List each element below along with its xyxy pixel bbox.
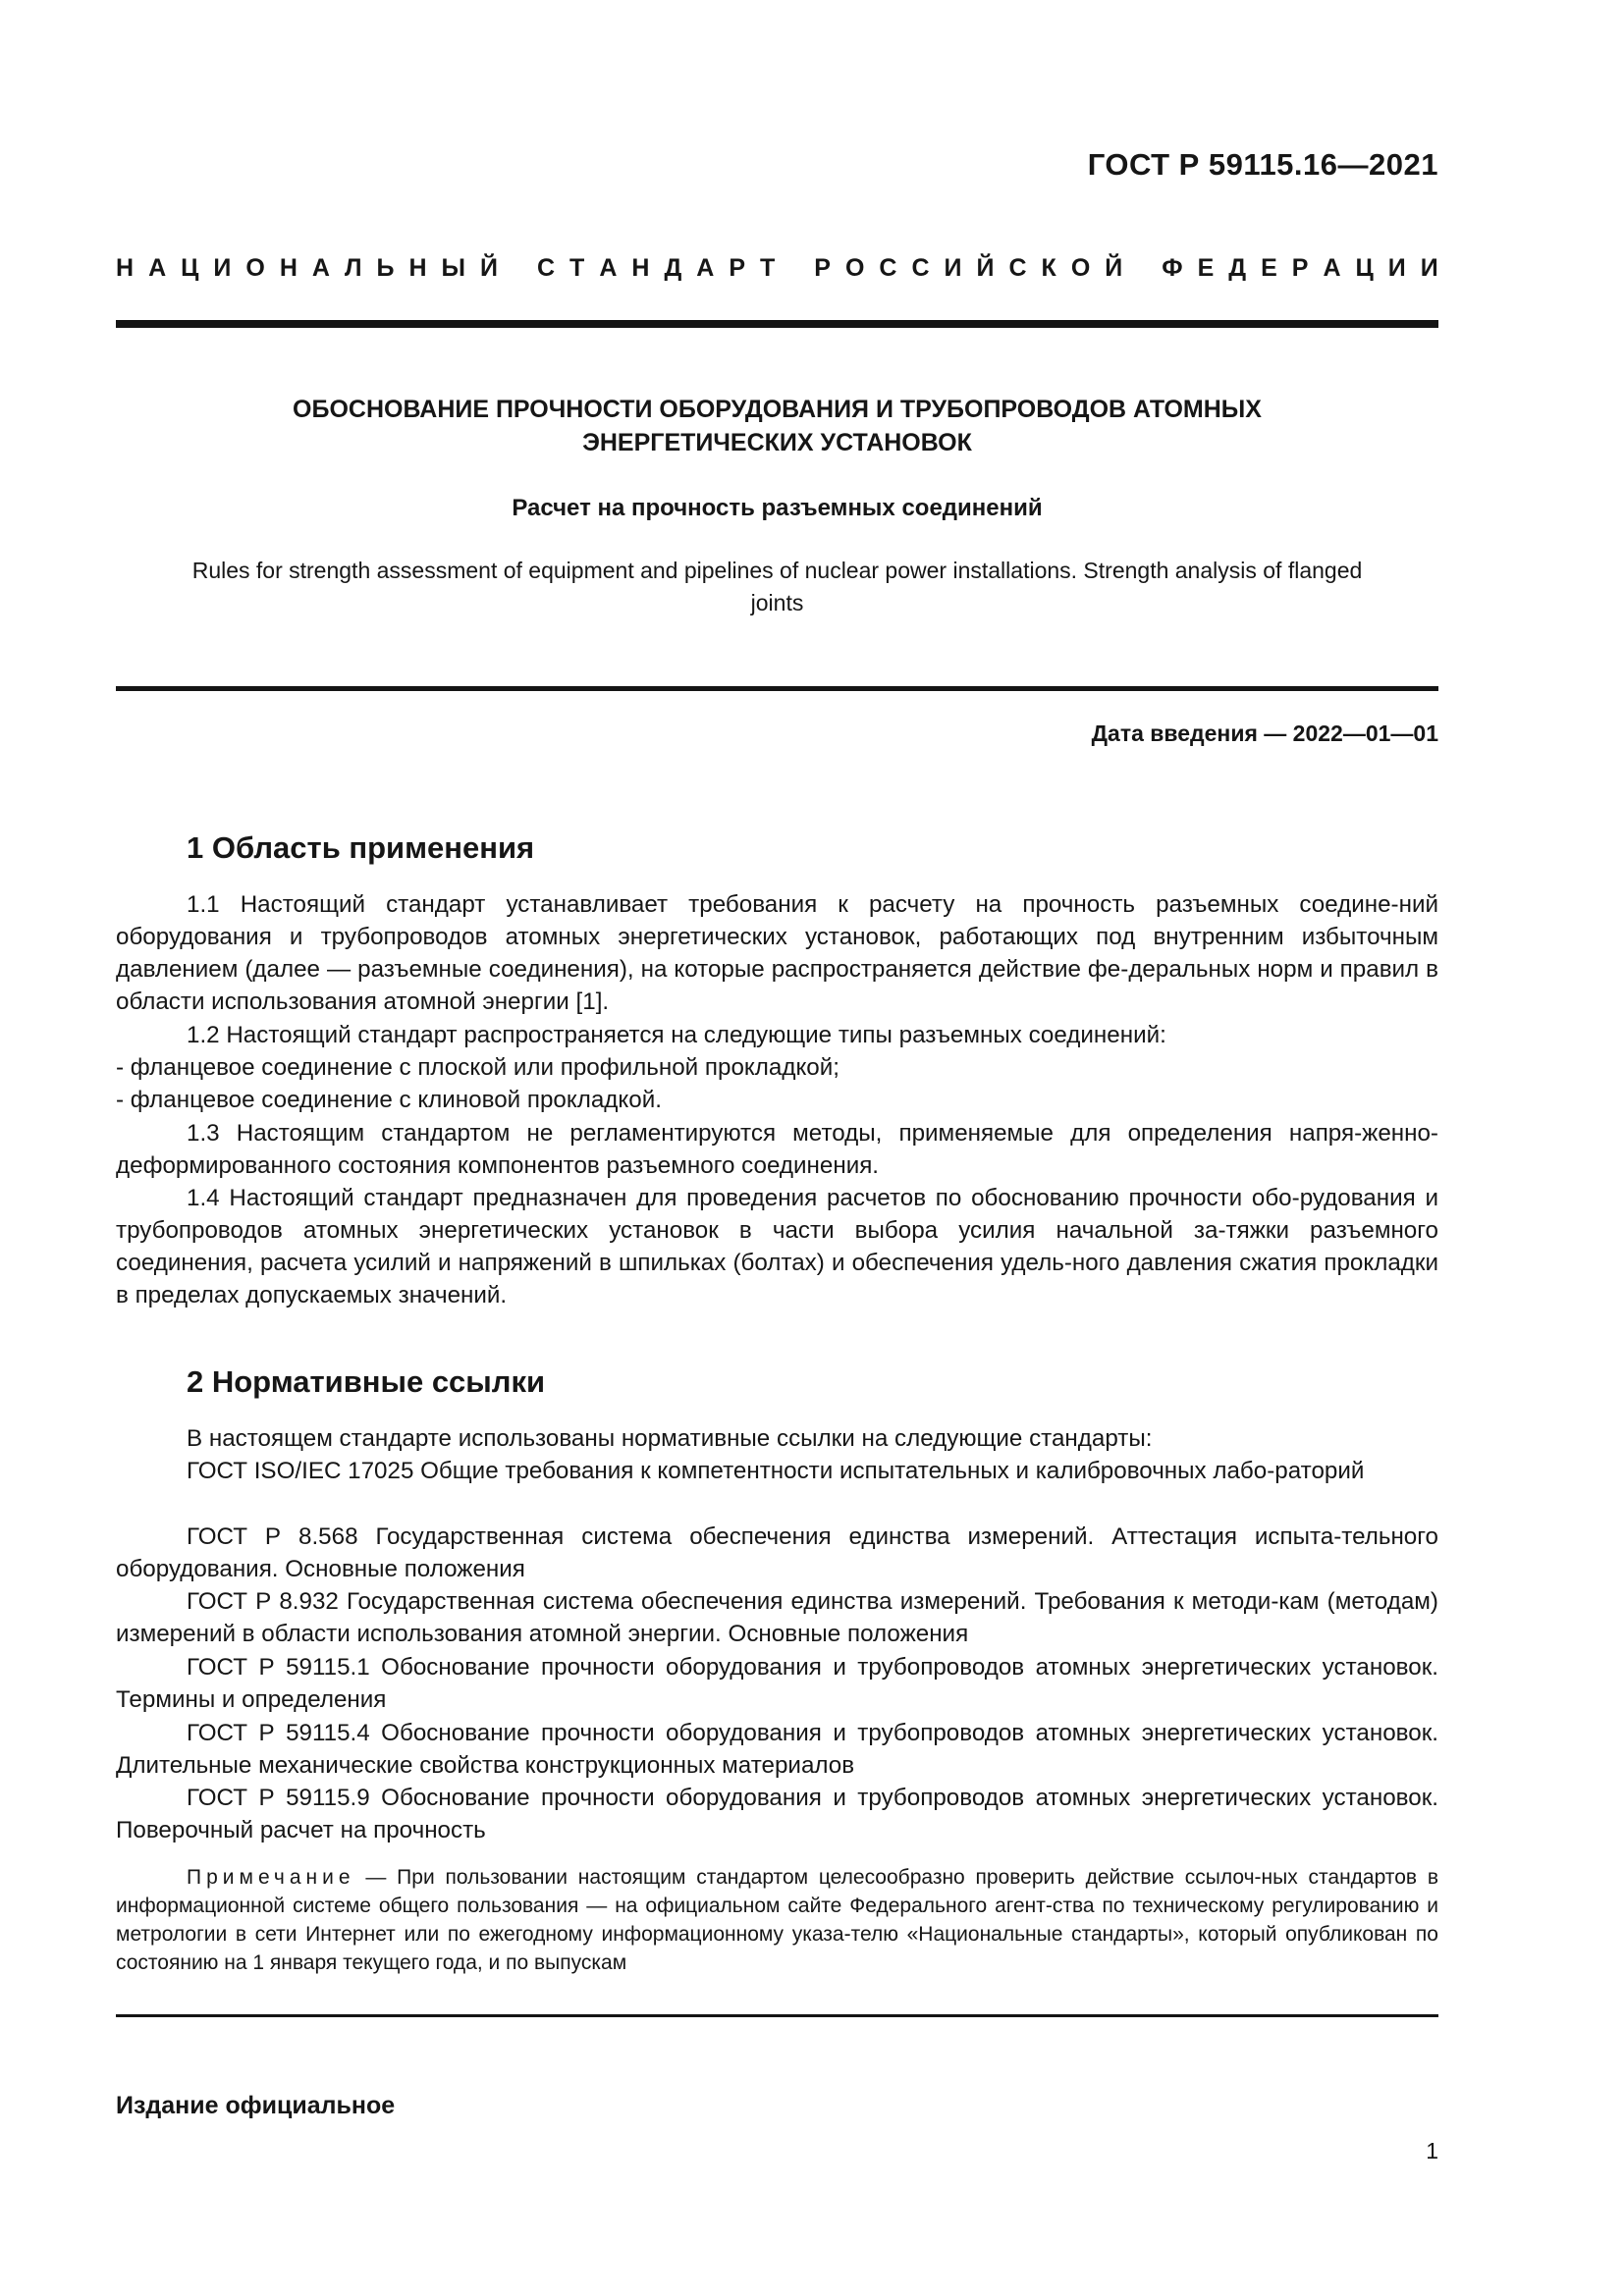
english-title-line-2: joints — [750, 590, 804, 615]
document-subtitle: Расчет на прочность разъемных соединений — [512, 495, 1043, 521]
gost-number: ГОСТ Р 59115.16—2021 — [1087, 147, 1438, 182]
banner-letter: Ц — [181, 254, 199, 282]
banner-letter: Н — [116, 254, 135, 282]
banner-letter: Ь — [376, 254, 395, 282]
banner-letter: С — [911, 254, 930, 282]
banner-letter: Ы — [441, 254, 465, 282]
footer-rule — [116, 2014, 1438, 2017]
banner-letter: И — [1420, 254, 1438, 282]
banner-letter: Ц — [1355, 254, 1374, 282]
title-line-2: ЭНЕРГЕТИЧЕСКИХ УСТАНОВОК — [582, 429, 972, 456]
national-standard-banner — [116, 254, 1438, 283]
banner-letter: Т — [569, 254, 585, 282]
banner-letter: А — [311, 254, 330, 282]
banner-gap — [513, 254, 522, 283]
page-number: 1 — [1426, 2138, 1438, 2163]
title-rule — [116, 686, 1438, 691]
banner-letter: Н — [408, 254, 427, 282]
introduction-date: Дата введения — 2022—01—01 — [1091, 721, 1438, 746]
section-1-heading: 1 Область применения — [187, 830, 535, 865]
reference-item: ГОСТ Р 8.932 Государственная система обеспечения единства измерений. Требования к методи-кам (методам) измерений в области использования атомной энергии. Основные положения — [116, 1588, 1438, 1647]
banner-letter: А — [696, 254, 715, 282]
paragraph-1-2: 1.2 Настоящий стандарт распространяется на следующие типы разъемных соединений: — [187, 1022, 1166, 1048]
note-paragraph — [116, 1863, 1438, 1977]
reference-item: ГОСТ Р 59115.4 Обоснование прочности оборудования и трубопроводов атомных энергетических установок. Длительные механические свойства конструкционных материалов — [116, 1720, 1438, 1779]
banner-letter: И — [213, 254, 232, 282]
title-line-1: ОБОСНОВАНИЕ ПРОЧНОСТИ ОБОРУДОВАНИЯ И ТРУБОПРОВОДОВ АТОМНЫХ — [293, 396, 1262, 423]
banner-letter: Ф — [1162, 254, 1183, 282]
banner-letter: О — [1070, 254, 1091, 282]
banner-letter: Д — [664, 254, 682, 282]
note-text: — При пользовании настоящим стандартом целесообразно проверить действие ссылоч-ных стандартов в информационной системе общего пользования — на официальном сайте Федерального агент-ства по техническому регулированию и метрологии в сети Интернет или по ежегодному информационному указа-телю «Национальные стандарты», который опубликован по состоянию на 1 января текущего года, и по выпускам — [116, 1866, 1438, 1974]
banner-letter: А — [148, 254, 167, 282]
banner-letter: С — [1008, 254, 1027, 282]
banner-letter: С — [536, 254, 556, 282]
banner-letter: И — [944, 254, 962, 282]
document-title — [116, 393, 1438, 459]
banner-letter: Й — [1105, 254, 1123, 282]
banner-letter: С — [879, 254, 897, 282]
banner-letter: А — [1323, 254, 1341, 282]
reference-item: ГОСТ Р 8.568 Государственная система обеспечения единства измерений. Аттестация испыта-тельного оборудования. Основные положения — [116, 1523, 1438, 1582]
reference-item: ГОСТ Р 59115.1 Обоснование прочности оборудования и трубопроводов атомных энергетических установок. Термины и определения — [116, 1654, 1438, 1713]
banner-letter: О — [245, 254, 265, 282]
reference-item: ГОСТ ISO/IEC 17025 Общие требования к компетентности испытательных и калибровочных лабо-раторий — [187, 1458, 1365, 1484]
banner-gap — [1137, 254, 1147, 283]
paragraph-1-3: 1.3 Настоящим стандартом не регламентируются методы, применяемые для определения напря-женно-деформированного состояния компонентов разъемного соединения. — [116, 1120, 1438, 1179]
list-item-1-2b: - фланцевое соединение с клиновой прокладкой. — [116, 1087, 662, 1113]
reference-item: ГОСТ Р 59115.9 Обоснование прочности оборудования и трубопроводов атомных энергетических установок. Поверочный расчет на прочность — [116, 1785, 1438, 1843]
banner-letter: Р — [1291, 254, 1309, 282]
official-edition-label: Издание официальное — [116, 2092, 396, 2119]
banner-letter: Л — [344, 254, 362, 282]
banner-letter: О — [844, 254, 865, 282]
section-2-heading: 2 Нормативные ссылки — [187, 1364, 546, 1399]
banner-letter: Р — [729, 254, 745, 282]
paragraph-1-4: 1.4 Настоящий стандарт предназначен для проведения расчетов по обоснованию прочности обо-рудования и трубопроводов атомных энергетических установок в части выбора усилия начальной за-тяжки разъемного соединения, расчета усилий и напряжений в шпильках (болтах) и обеспечения удель-ного давления сжатия прокладки в пределах допускаемых значений. — [116, 1185, 1438, 1308]
english-title — [116, 555, 1438, 619]
banner-letter: Д — [1228, 254, 1247, 282]
banner-letter: К — [1041, 254, 1056, 282]
note-label: Примечание — [187, 1866, 355, 1889]
banner-letter: Н — [279, 254, 298, 282]
paragraph-2-intro: В настоящем стандарте использованы нормативные ссылки на следующие стандарты: — [187, 1425, 1153, 1452]
banner-letter: Р — [814, 254, 831, 282]
banner-letter: Й — [480, 254, 498, 282]
banner-letter: Т — [760, 254, 776, 282]
banner-letter: Е — [1197, 254, 1215, 282]
english-title-line-1: Rules for strength assessment of equipment and pipelines of nuclear power installations. Strength analysis of flanged — [191, 558, 1363, 583]
list-item-1-2a: - фланцевое соединение с плоской или профильной прокладкой; — [116, 1054, 839, 1081]
banner-letter: А — [599, 254, 618, 282]
banner-letter: И — [1387, 254, 1406, 282]
header-rule — [116, 320, 1438, 328]
banner-letter: Е — [1261, 254, 1277, 282]
banner-letter: Н — [631, 254, 650, 282]
banner-letter: Й — [976, 254, 995, 282]
paragraph-1-1: 1.1 Настоящий стандарт устанавливает требования к расчету на прочность разъемных соедине-ний оборудования и трубопроводов атомных энергетических установок, работающих под внутренним избыточным давлением (далее — разъемные соединения), на которые распространяется действие фе-деральных норм и правил в области использования атомной энергии [1]. — [116, 891, 1438, 1015]
banner-gap — [789, 254, 799, 283]
